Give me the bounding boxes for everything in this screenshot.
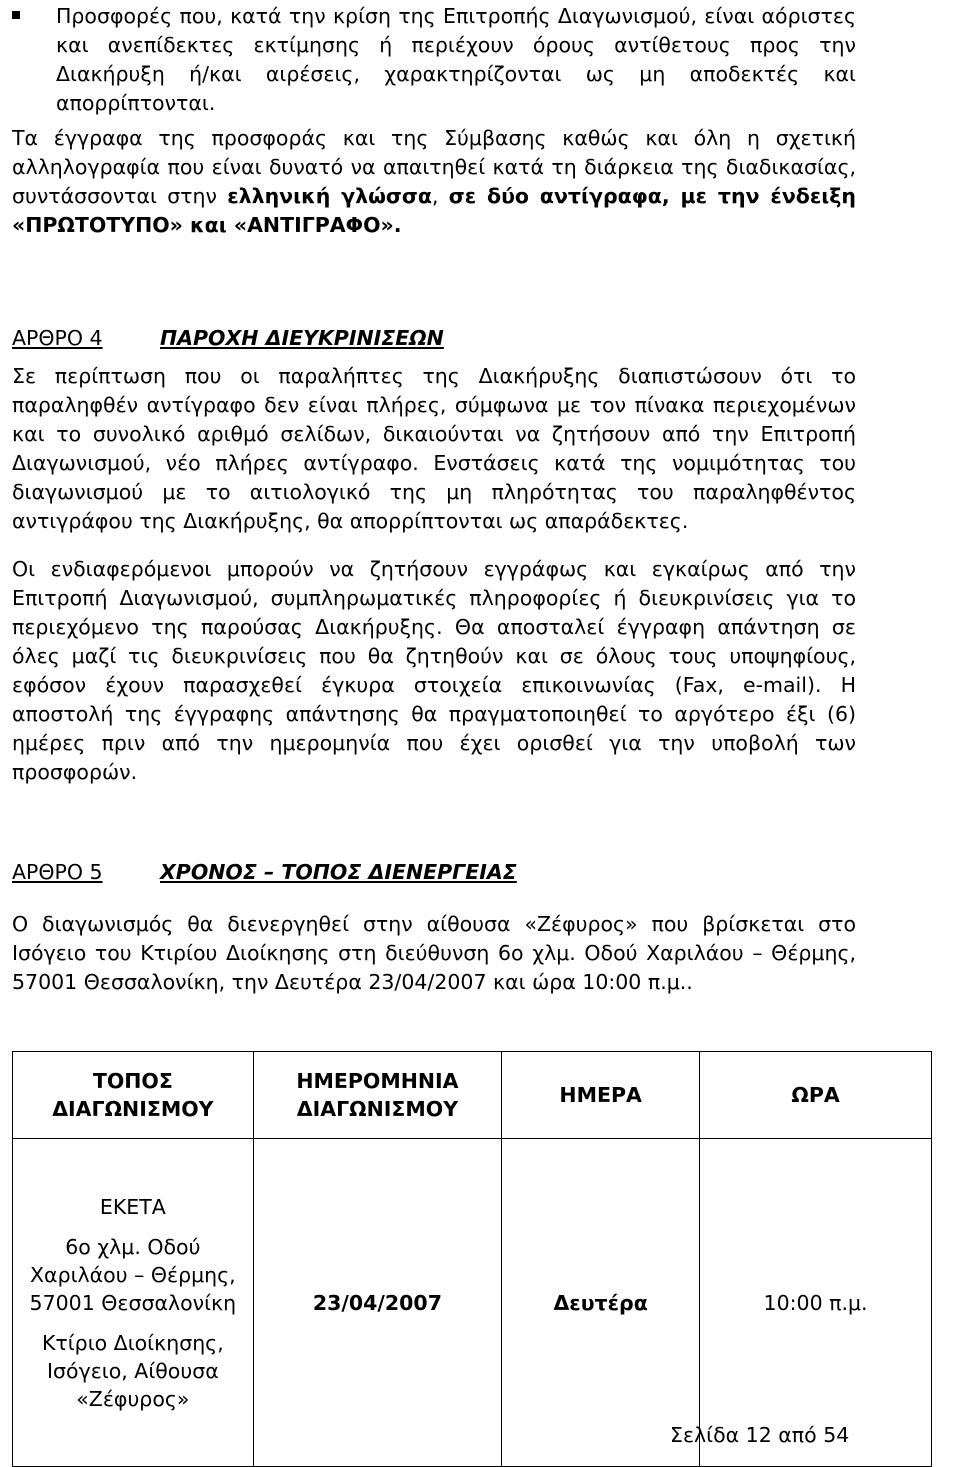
docs-paragraph-separator: , (431, 184, 449, 208)
header-time: ΩΡΑ (700, 1052, 932, 1139)
cell-time: 10:00 π.μ. (700, 1139, 932, 1467)
bullet-paragraph: Προσφορές που, κατά την κρίση της Επιτροπής Διαγωνισμού, είναι αόριστες και ανεπίδεκτες εκτίμησης ή περιέχουν όρους αντίθετους προς την Διακήρυξη ή/και αιρέσεις, χαρακτηρίζονται ως μη αποδεκτές και απορρίπτονται. (56, 4, 856, 115)
schedule-table (12, 1051, 932, 1467)
article-4-title: ΠΑΡΟΧΗ ΔΙΕΥΚΡΙΝΙΣΕΩΝ (160, 326, 444, 350)
cell-day: Δευτέρα (502, 1139, 700, 1467)
article-4-number: ΑΡΘΡΟ 4 (12, 326, 103, 350)
bullet-item (12, 2, 856, 118)
cell-place (13, 1139, 254, 1467)
place-room-line-2: Ισόγειο, Αίθουσα (46, 1358, 219, 1383)
schedule-table-header-row (13, 1052, 932, 1139)
cell-date: 23/04/2007 (253, 1139, 501, 1467)
place-room-line-3: «Ζέφυρος» (76, 1386, 190, 1411)
article-5-paragraph: Ο διαγωνισμός θα διενεργηθεί στην αίθουσα «Ζέφυρος» που βρίσκεται στο Ισόγειο του Κτιρίου Διοίκησης στη διεύθυνση 6ο χλμ. Οδού Χαριλάου – Θέρμης, 57001 Θεσσαλονίκη, την Δευτέρα 23/04/2007 και ώρα 10:00 π.μ.. (12, 912, 856, 994)
header-date (253, 1052, 501, 1139)
place-address-line-1: 6ο χλμ. Οδού (65, 1234, 201, 1259)
header-place-line-1: ΤΟΠΟΣ (92, 1069, 173, 1093)
documents-language-paragraph (12, 124, 856, 240)
bullet-square-icon (12, 11, 20, 19)
article-4-paragraph-2: Οι ενδιαφερόμενοι μπορούν να ζητήσουν εγγράφως και εγκαίρως από την Επιτροπή Διαγωνισμού, συμπληρωματικές πληροφορίες ή διευκρινίσεις για το περιεχόμενο της παρούσας Διακήρυξης. Θα αποσταλεί έγγραφη απάντηση σε όλες μαζί τις διευκρινίσεις που θα ζητηθούν και σε όλους τους υποψηφίους, εφόσον έχουν παρασχεθεί έγκυρα στοιχεία επικοινωνίας (Fax, e-mail). Η αποστολή της έγγραφης απάντησης θα πραγματοποιηθεί το αργότερο έξι (6) ημέρες πριν από την ημερομηνία που έχει ορισθεί για την υποβολή των προσφορών. (12, 557, 856, 784)
place-org: ΕΚΕΤΑ (99, 1194, 166, 1219)
place-address-line-2: Χαριλάου – Θέρμης, (30, 1262, 236, 1287)
docs-paragraph-bold-copies: σε δύο αντίγραφα, με την ένδειξη «ΠΡΩΤΟΤΥΠΟ» και «ΑΝΤΙΓΡΑΦΟ». (12, 184, 856, 237)
article-4-heading (12, 324, 612, 353)
article-5-heading (12, 858, 612, 887)
docs-paragraph-bold-language: ελληνική γλώσσα (227, 184, 432, 208)
docs-paragraph-start: Τα έγγραφα της προσφοράς και της Σύμβασης καθώς και όλη η σχετική αλληλογραφία που είναι δυνατό να απαιτηθεί κατά τη διάρκεια της διαδικασίας, συντάσσονται στην (12, 126, 856, 208)
place-room-line-1: Κτίριο Διοίκησης, (41, 1330, 224, 1355)
header-date-line-2: ΔΙΑΓΩΝΙΣΜΟΥ (296, 1097, 459, 1121)
place-address-line-3: 57001 Θεσσαλονίκη (29, 1290, 237, 1315)
article-4-paragraph-1: Σε περίπτωση που οι παραλήπτες της Διακήρυξης διαπιστώσουν ότι το παραληφθέν αντίγραφο δεν είναι πλήρες, σύμφωνα με τον πίνακα περιεχομένων και το συνολικό αριθμό σελίδων, δικαιούνται να ζητήσουν από την Επιτροπή Διαγωνισμού, νέο πλήρες αντίγραφο. Ενστάσεις κατά της νομιμότητας του διαγωνισμού με το αιτιολογικό της μη πληρότητας του παραληφθέντος αντιγράφου της Διακήρυξης, θα απορρίπτονται ως απαράδεκτες. (12, 364, 856, 533)
header-place-line-2: ΔΙΑΓΩΝΙΣΜΟΥ (52, 1097, 214, 1121)
article-5-number: ΑΡΘΡΟ 5 (12, 860, 103, 884)
header-place (13, 1052, 254, 1139)
table-row (13, 1139, 932, 1467)
header-date-line-1: ΗΜΕΡΟΜΗΝΙΑ (296, 1069, 459, 1093)
header-day: ΗΜΕΡΑ (502, 1052, 700, 1139)
article-5-title: ΧΡΟΝΟΣ – ΤΟΠΟΣ ΔΙΕΝΕΡΓΕΙΑΣ (160, 860, 517, 884)
page-number: Σελίδα 12 από 54 (670, 1423, 850, 1447)
